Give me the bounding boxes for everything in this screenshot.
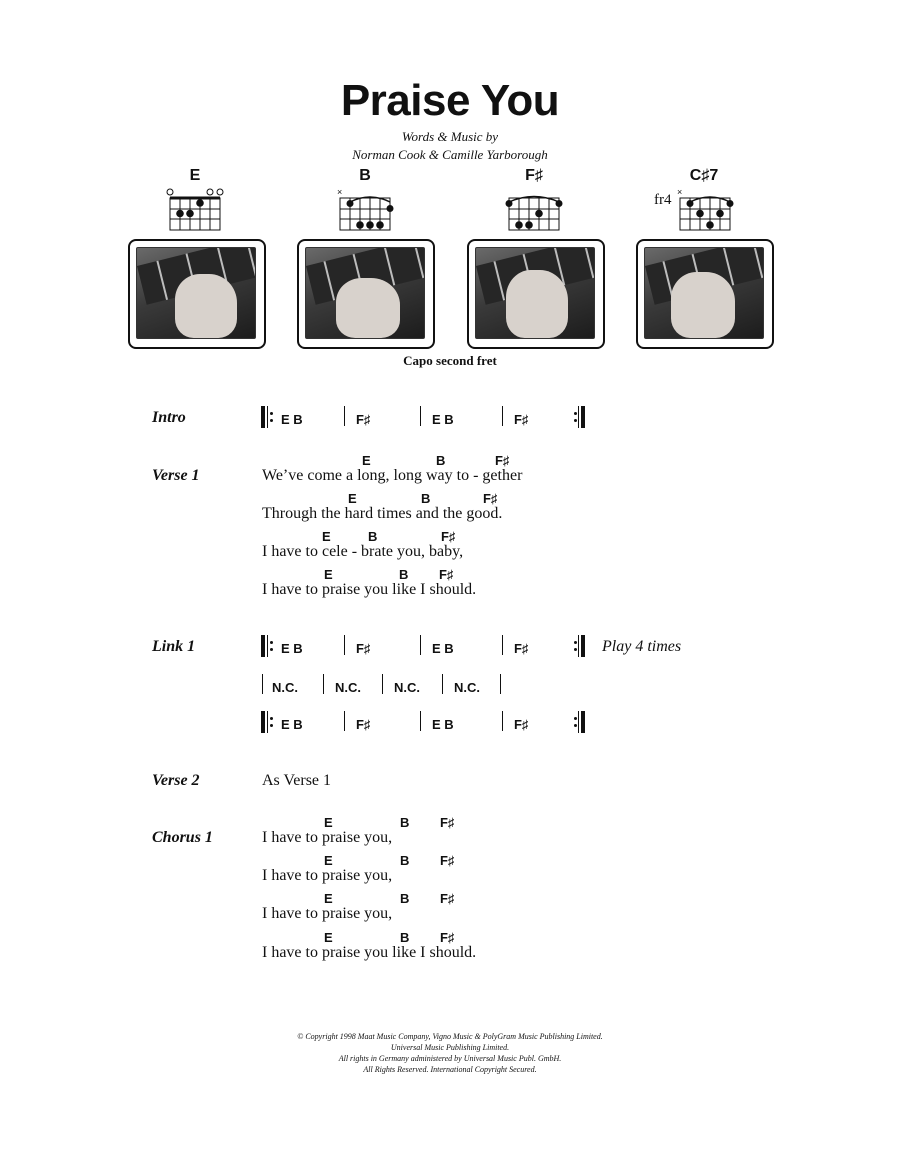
chord-photo-fsharp — [467, 239, 605, 349]
lyric-line: I have to cele - brate you, baby, — [262, 543, 464, 560]
chord: B — [400, 891, 410, 906]
chord-box-name-b: B — [359, 167, 371, 184]
chord-photo-csharp7 — [636, 239, 774, 349]
chord-box-name-fsharp: F♯ — [525, 167, 543, 184]
chord: E — [324, 853, 333, 868]
chord-diagrams — [0, 0, 900, 240]
copyright-line-1: © Copyright 1998 Maat Music Company, Vigno Music & PolyGram Music Publishing Limited. — [297, 1032, 603, 1041]
chord-diagram-e — [167, 189, 223, 230]
lyric-line: I have to praise you like I should. — [262, 944, 477, 961]
chord: B — [400, 853, 410, 868]
section-chorus-1: Chorus 1 — [152, 829, 213, 846]
chord: E — [324, 815, 333, 830]
intro-bar-2: F♯ — [356, 412, 371, 427]
capo-instruction: Capo second fret — [403, 353, 497, 368]
chord-diagram-b — [337, 187, 394, 230]
lyric-line: I have to praise you, — [262, 905, 393, 922]
chord-box-name-e: E — [189, 167, 201, 184]
chord: E — [322, 529, 331, 544]
chord: B — [400, 815, 410, 830]
copyright-line-3: All rights in Germany administered by Universal Music Publ. GmbH. — [338, 1054, 562, 1063]
chord: F♯ — [441, 529, 456, 544]
credits-line-1: Words & Music by — [401, 129, 499, 144]
chord: F♯ — [483, 491, 498, 506]
verse-2-text: As Verse 1 — [262, 772, 332, 789]
copyright-line-2: Universal Music Publishing Limited. — [390, 1043, 510, 1052]
chord: F♯ — [440, 853, 455, 868]
svg-text:×: × — [337, 187, 343, 197]
chord: F♯ — [439, 567, 454, 582]
intro-bar-4: F♯ — [514, 412, 529, 427]
chord: B — [368, 529, 378, 544]
credits-line-2: Norman Cook & Camille Yarborough — [352, 147, 548, 162]
repeat-note: Play 4 times — [602, 638, 682, 655]
chord-photo-e — [128, 239, 266, 349]
copyright-line-4: All Rights Reserved. International Copyright Secured. — [363, 1065, 537, 1074]
chord-photo-b — [297, 239, 435, 349]
chord-box-name-csharp7: C♯7 — [689, 167, 719, 184]
section-verse-2: Verse 2 — [152, 772, 200, 789]
chord: E — [324, 567, 333, 582]
chord: E — [324, 891, 333, 906]
lyric-line: Through the hard times and the good. — [262, 505, 503, 522]
fret-position-label: fr4 — [654, 192, 672, 208]
chord: B — [399, 567, 409, 582]
section-intro: Intro — [152, 409, 186, 426]
chord: E — [324, 930, 333, 945]
chord: B — [400, 930, 410, 945]
chord-diagram-csharp7 — [677, 187, 734, 230]
song-title: Praise You — [340, 76, 560, 125]
lyric-line: I have to praise you, — [262, 867, 393, 884]
chord: B — [436, 453, 446, 468]
section-verse-1: Verse 1 — [152, 467, 200, 484]
lyric-line: I have to praise you, — [262, 829, 393, 846]
lyric-line: We’ve come a long, long way to - gether — [262, 467, 523, 484]
chord-diagram-fsharp — [506, 197, 563, 231]
chord: F♯ — [440, 815, 455, 830]
chord: E — [362, 453, 371, 468]
section-link-1: Link 1 — [152, 638, 196, 655]
chord: E — [348, 491, 357, 506]
lyric-line: I have to praise you like I should. — [262, 581, 477, 598]
chord: F♯ — [495, 453, 510, 468]
intro-bar-1: E B — [281, 412, 303, 427]
intro-bar-3: E B — [432, 412, 454, 427]
chord: B — [421, 491, 431, 506]
svg-text:×: × — [677, 187, 683, 197]
chord: F♯ — [440, 930, 455, 945]
chord: F♯ — [440, 891, 455, 906]
